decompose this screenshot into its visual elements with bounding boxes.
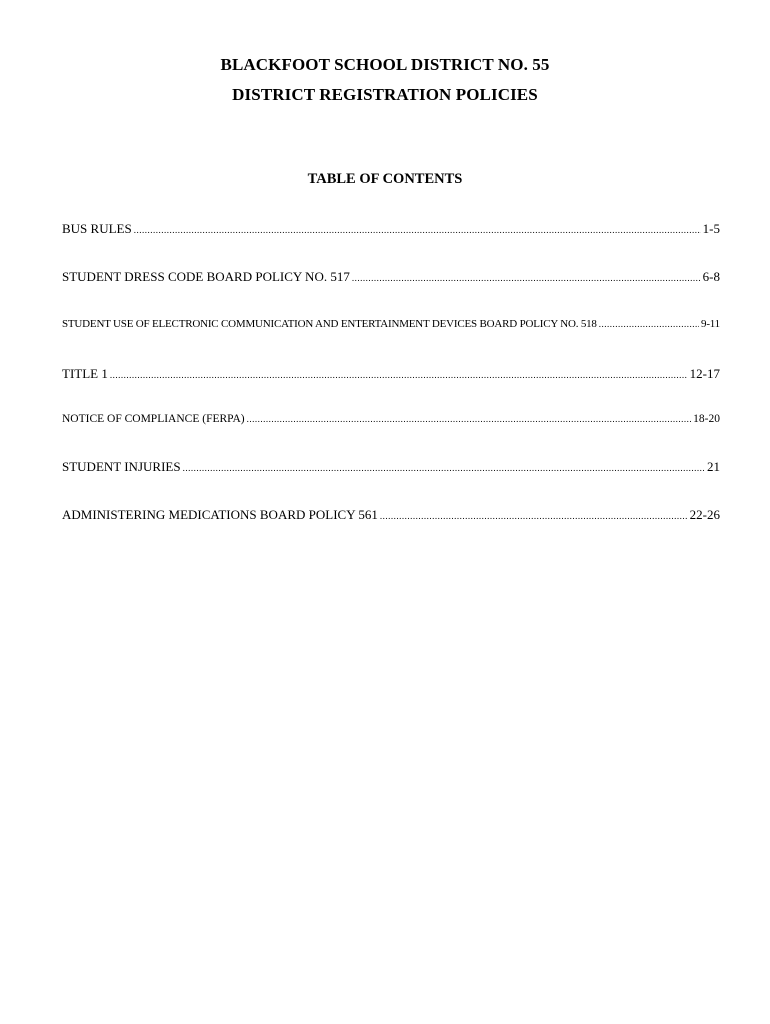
toc-entry-pages: 1-5 <box>702 221 720 236</box>
toc-entry-dress-code[interactable] <box>62 269 720 285</box>
toc-entry-ferpa[interactable] <box>62 413 720 425</box>
toc-entry-student-injuries[interactable] <box>62 459 720 475</box>
toc-entry-title-1[interactable] <box>62 366 720 382</box>
toc-entry-pages: 22-26 <box>689 507 720 522</box>
dot-leader <box>247 414 692 424</box>
toc-entry-pages: 9-11 <box>701 318 720 330</box>
toc-entry-label: STUDENT USE OF ELECTRONIC COMMUNICATION AND ENTERTAINMENT DEVICES BOARD POLICY NO. 518 <box>62 318 597 330</box>
toc-entry-pages: 6-8 <box>702 269 720 284</box>
dot-leader <box>183 463 705 473</box>
dot-leader <box>380 511 688 521</box>
dot-leader <box>352 273 701 283</box>
toc-entry-pages: 21 <box>707 459 720 474</box>
toc-entry-medications[interactable] <box>62 507 720 523</box>
toc-entry-label: BUS RULES <box>62 221 132 236</box>
toc-entry-label: ADMINISTERING MEDICATIONS BOARD POLICY 561 <box>62 507 378 522</box>
document-title: BLACKFOOT SCHOOL DISTRICT NO. 55 <box>220 55 550 74</box>
dot-leader <box>134 225 701 235</box>
toc-entry-label: STUDENT INJURIES <box>62 459 181 474</box>
toc-entry-bus-rules[interactable] <box>62 221 720 237</box>
dot-leader <box>599 319 699 329</box>
toc-entry-pages: 18-20 <box>693 413 720 425</box>
toc-entry-label: STUDENT DRESS CODE BOARD POLICY NO. 517 <box>62 269 350 284</box>
toc-entry-label: TITLE 1 <box>62 366 108 381</box>
document-subtitle: DISTRICT REGISTRATION POLICIES <box>232 85 538 104</box>
dot-leader <box>110 370 688 380</box>
toc-entry-electronic-devices[interactable] <box>62 318 720 330</box>
toc-heading: TABLE OF CONTENTS <box>307 171 463 187</box>
toc-entry-pages: 12-17 <box>689 366 720 381</box>
toc-entry-label: NOTICE OF COMPLIANCE (FERPA) <box>62 413 245 425</box>
